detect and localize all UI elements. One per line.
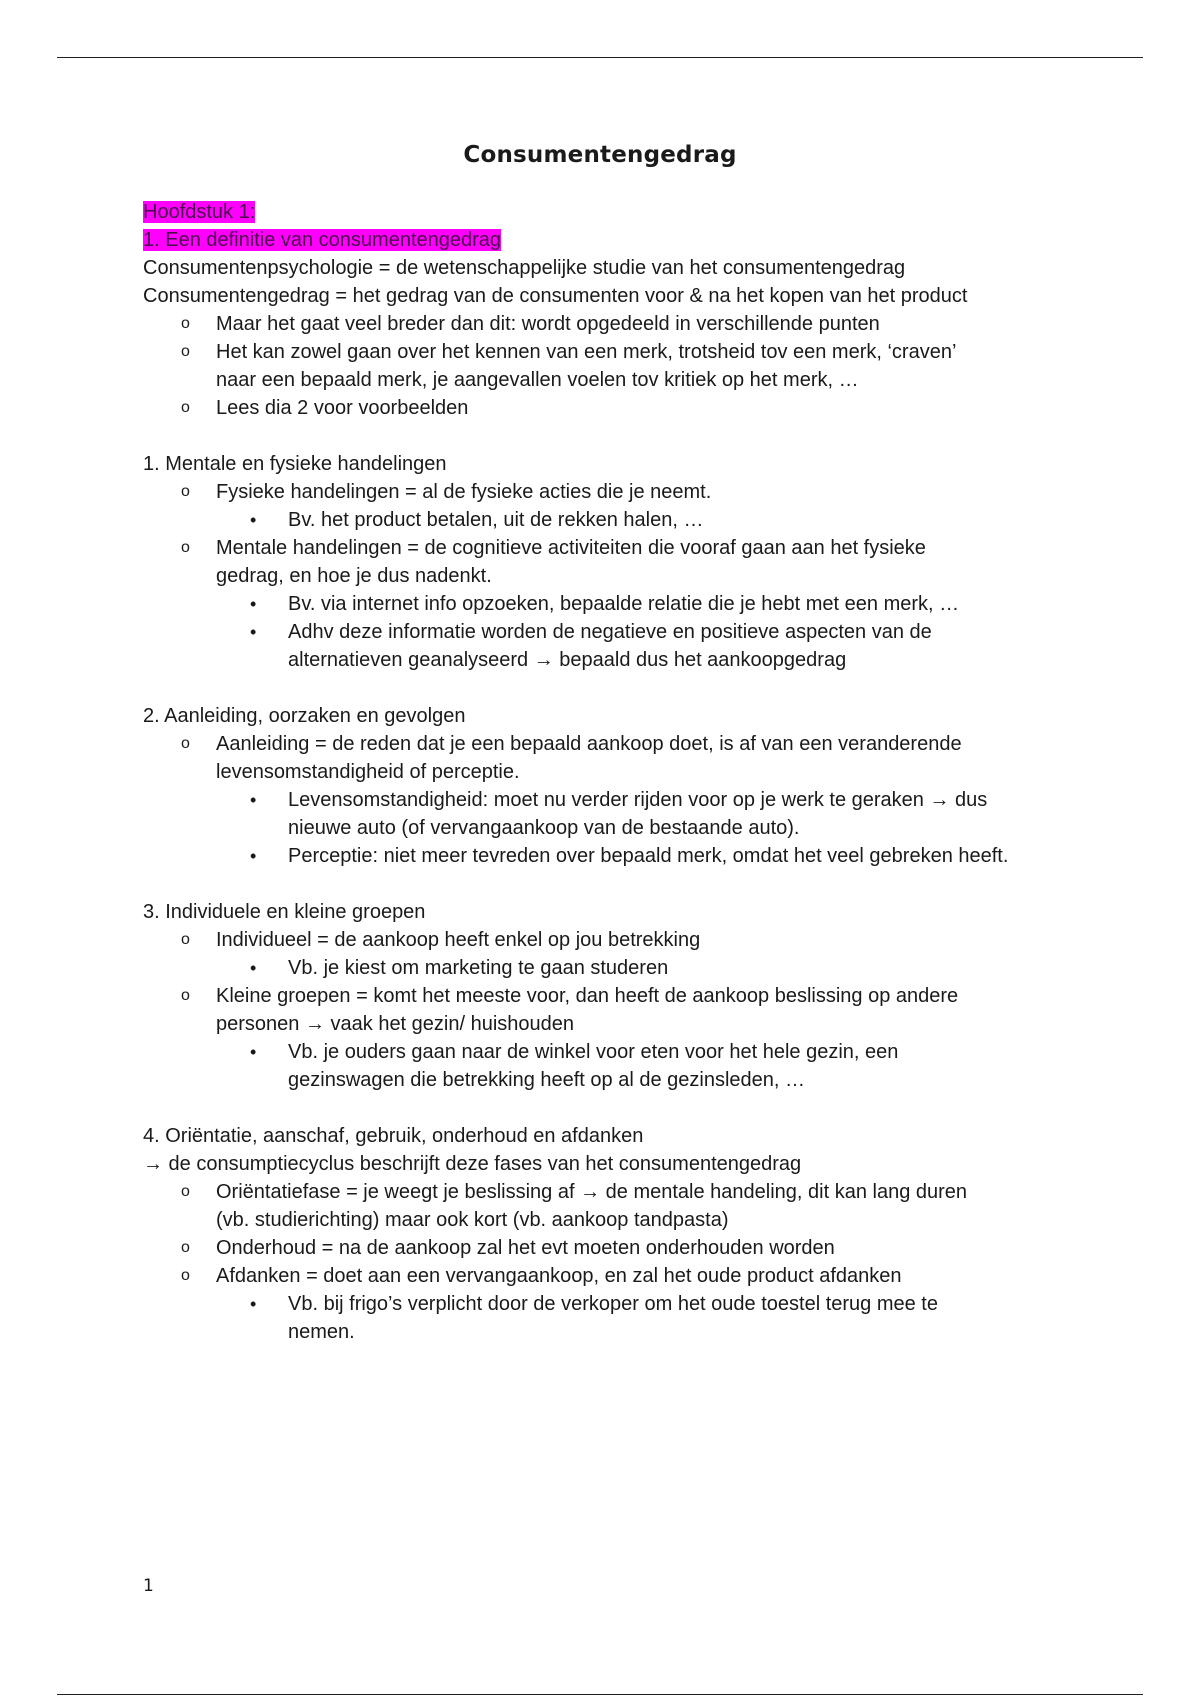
sub-list-item <box>143 506 1143 534</box>
sub-list-item <box>143 1066 1143 1094</box>
sub-list-item <box>143 1318 1143 1346</box>
line-text: Levensomstandigheid: moet nu verder rijden voor op je werk te geraken → dus <box>288 789 988 811</box>
text-line <box>143 1122 1143 1150</box>
document-title: Consumentengedrag <box>463 142 737 168</box>
sub-list-item <box>143 814 1143 842</box>
line-text: Het kan zowel gaan over het kennen van een merk, trotsheid tov een merk, ‘craven’ <box>216 341 957 363</box>
highlighted-heading <box>143 226 1143 254</box>
list-item <box>143 1262 1143 1290</box>
bullet-icon: • <box>250 958 257 978</box>
line-text: Lees dia 2 voor voorbeelden <box>216 397 469 419</box>
list-item <box>143 310 1143 338</box>
line-text: personen → vaak het gezin/ huishouden <box>216 1013 575 1035</box>
list-item <box>143 758 1143 786</box>
circle-bullet-icon: o <box>181 483 190 500</box>
sub-list-item <box>143 842 1143 870</box>
bullet-icon: • <box>250 622 257 642</box>
line-text: Consumentengedrag = het gedrag van de consumenten voor & na het kopen van het product <box>143 285 968 307</box>
page-number: 1 <box>143 1576 154 1596</box>
bullet-icon: • <box>250 846 257 866</box>
highlighted-heading <box>143 198 1143 226</box>
bullet-icon: • <box>250 510 257 530</box>
line-text: nieuwe auto (of vervangaankoop van de bestaande auto). <box>288 817 800 839</box>
line-text: Adhv deze informatie worden de negatieve en positieve aspecten van de <box>288 621 932 643</box>
line-text: naar een bepaald merk, je aangevallen voelen tov kritiek op het merk, … <box>216 369 859 391</box>
circle-bullet-icon: o <box>181 1267 190 1284</box>
text-line <box>143 450 1143 478</box>
circle-bullet-icon: o <box>181 987 190 1004</box>
line-text: Mentale handelingen = de cognitieve activiteiten die vooraf gaan aan het fysieke <box>216 537 926 559</box>
sub-list-item <box>143 1038 1143 1066</box>
line-text: Oriëntatiefase = je weegt je beslissing af → de mentale handeling, dit kan lang duren <box>216 1181 968 1203</box>
sub-list-item <box>143 786 1143 814</box>
sub-list-item <box>143 590 1143 618</box>
text-line <box>143 254 1143 282</box>
line-text: Hoofdstuk 1: <box>143 201 256 223</box>
line-text: Vb. bij frigo’s verplicht door de verkoper om het oude toestel terug mee te <box>288 1293 938 1315</box>
list-item <box>143 926 1143 954</box>
text-line <box>143 702 1143 730</box>
list-item <box>143 394 1143 422</box>
sub-list-item <box>143 618 1143 646</box>
line-text: 4. Oriëntatie, aanschaf, gebruik, onderhoud en afdanken <box>143 1125 644 1147</box>
list-item <box>143 730 1143 758</box>
line-text: Vb. je kiest om marketing te gaan studeren <box>288 957 669 979</box>
circle-bullet-icon: o <box>181 399 190 416</box>
list-item <box>143 982 1143 1010</box>
bullet-icon: • <box>250 1294 257 1314</box>
line-text: alternatieven geanalyseerd → bepaald dus het aankoopgedrag <box>288 649 847 671</box>
sub-list-item <box>143 954 1143 982</box>
list-item <box>143 1234 1143 1262</box>
list-item <box>143 562 1143 590</box>
line-text: Bv. via internet info opzoeken, bepaalde relatie die je hebt met een merk, … <box>288 593 960 615</box>
line-text: gedrag, en hoe je dus nadenkt. <box>216 565 492 587</box>
bullet-icon: • <box>250 594 257 614</box>
line-text: nemen. <box>288 1321 355 1343</box>
line-text: levensomstandigheid of perceptie. <box>216 761 520 783</box>
text-line <box>143 898 1143 926</box>
list-item <box>143 1178 1143 1206</box>
line-text: 2. Aanleiding, oorzaken en gevolgen <box>143 705 466 727</box>
line-text: Onderhoud = na de aankoop zal het evt moeten onderhouden worden <box>216 1237 835 1259</box>
line-text: Consumentenpsychologie = de wetenschappelijke studie van het consumentengedrag <box>143 257 906 279</box>
bullet-icon: • <box>250 1042 257 1062</box>
text-line <box>143 1150 1143 1178</box>
circle-bullet-icon: o <box>181 931 190 948</box>
line-text: Perceptie: niet meer tevreden over bepaald merk, omdat het veel gebreken heeft. <box>288 845 1009 867</box>
circle-bullet-icon: o <box>181 315 190 332</box>
line-text: Bv. het product betalen, uit de rekken halen, … <box>288 509 704 531</box>
circle-bullet-icon: o <box>181 343 190 360</box>
list-item <box>143 338 1143 366</box>
line-text: Individueel = de aankoop heeft enkel op jou betrekking <box>216 929 701 951</box>
list-item <box>143 366 1143 394</box>
line-text: Fysieke handelingen = al de fysieke acties die je neemt. <box>216 481 712 503</box>
line-text: (vb. studierichting) maar ook kort (vb. aankoop tandpasta) <box>216 1209 729 1231</box>
sub-list-item <box>143 646 1143 674</box>
footer-rule <box>57 1694 1143 1695</box>
line-text: 3. Individuele en kleine groepen <box>143 901 426 923</box>
line-text: → de consumptiecyclus beschrijft deze fases van het consumentengedrag <box>143 1153 802 1175</box>
line-text: Kleine groepen = komt het meeste voor, dan heeft de aankoop beslissing op andere <box>216 985 959 1007</box>
line-text: Vb. je ouders gaan naar de winkel voor eten voor het hele gezin, een <box>288 1041 899 1063</box>
line-text: Aanleiding = de reden dat je een bepaald aankoop doet, is af van een veranderende <box>216 733 962 755</box>
line-text: 1. Mentale en fysieke handelingen <box>143 453 447 475</box>
line-text: Maar het gaat veel breder dan dit: wordt opgedeeld in verschillende punten <box>216 313 880 335</box>
list-item <box>143 534 1143 562</box>
line-text: 1. Een definitie van consumentengedrag <box>143 229 502 251</box>
list-item <box>143 1206 1143 1234</box>
document-body <box>143 198 1143 1346</box>
text-line <box>143 282 1143 310</box>
circle-bullet-icon: o <box>181 1183 190 1200</box>
circle-bullet-icon: o <box>181 1239 190 1256</box>
line-text: gezinswagen die betrekking heeft op al de gezinsleden, … <box>288 1069 806 1091</box>
circle-bullet-icon: o <box>181 539 190 556</box>
list-item <box>143 478 1143 506</box>
bullet-icon: • <box>250 790 257 810</box>
sub-list-item <box>143 1290 1143 1318</box>
circle-bullet-icon: o <box>181 735 190 752</box>
header-rule <box>57 57 1143 58</box>
line-text: Afdanken = doet aan een vervangaankoop, en zal het oude product afdanken <box>216 1265 902 1287</box>
list-item <box>143 1010 1143 1038</box>
